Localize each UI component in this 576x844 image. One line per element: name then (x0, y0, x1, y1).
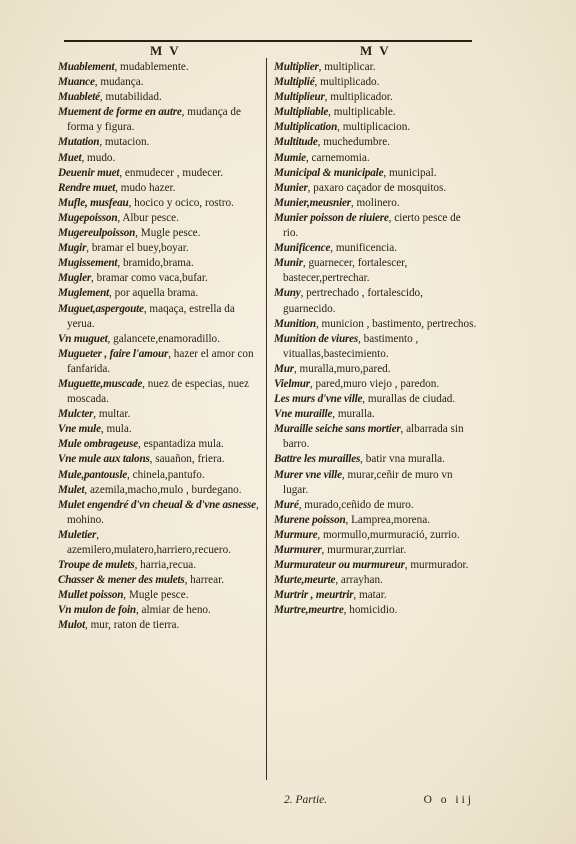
entry-headword: Mugissement (58, 257, 118, 270)
entry-headword: Battre les murailles (274, 453, 361, 466)
dictionary-entry (274, 332, 478, 362)
entry-translation: , mur, raton de tierra. (84, 619, 180, 632)
entry-translation: , galancete,enamoradillo. (107, 332, 220, 345)
entry-headword: Mule ombrageuse (58, 438, 138, 451)
dictionary-entry (58, 166, 260, 181)
dictionary-entry (58, 332, 260, 347)
dictionary-entry (58, 181, 260, 196)
entry-headword: Munificence (274, 242, 331, 255)
entry-headword: Mutation (58, 136, 100, 149)
entry-translation: , enmudecer , mudecer. (119, 166, 224, 179)
entry-headword: Muré (274, 498, 299, 511)
entry-translation: , mormullo,murmuració, zurrio. (317, 528, 460, 541)
entry-translation: , nuez de especias, nuez moscada. (67, 377, 249, 406)
entry-translation: , mohino. (67, 498, 259, 526)
entry-headword: Muableté (58, 91, 100, 104)
entry-translation: , por aquella brama. (109, 287, 199, 300)
dictionary-entry (274, 468, 478, 498)
dictionary-entry (58, 483, 260, 498)
entry-translation: , multiplicador. (324, 91, 393, 104)
entry-headword: Murmurer (274, 544, 322, 556)
dictionary-entry (274, 573, 478, 588)
entry-headword: Munier,meusnier (274, 196, 351, 209)
entry-headword: Muletier (58, 528, 97, 541)
dictionary-entry (58, 256, 260, 271)
entry-translation: , murado,ceñido de muro. (298, 498, 414, 511)
dictionary-entry (58, 286, 260, 301)
entry-translation: , Lamprea,morena. (345, 513, 430, 526)
entry-translation: , pertrechado , fortalescido, guarnecido. (283, 287, 423, 315)
dictionary-entry (274, 513, 478, 528)
entry-translation: , albarrada sin barro. (283, 423, 464, 451)
entry-translation: , mudança de forma y figura. (67, 106, 241, 134)
dictionary-entry (58, 196, 260, 211)
dictionary-entry (58, 75, 260, 90)
entry-headword: Vne muraille (274, 408, 333, 421)
entry-translation: , muralla. (332, 408, 375, 421)
entry-headword: Mugir (58, 242, 87, 255)
dictionary-entry (274, 452, 478, 467)
dictionary-entry (58, 603, 260, 618)
dictionary-entry (274, 422, 478, 452)
entry-translation: , harria,recua. (134, 559, 197, 572)
entry-headword: Mugler (58, 272, 91, 285)
entry-translation: , sauañon, friera. (149, 453, 225, 466)
entry-headword: Multiplieur (274, 91, 325, 104)
entry-translation: , muralla,muro,pared. (293, 362, 391, 375)
entry-translation: , chinela,pantufo. (127, 468, 205, 481)
entry-translation: , municipal. (383, 166, 437, 179)
dictionary-entry (274, 60, 478, 75)
entry-headword: Murmurateur ou murmureur (274, 559, 405, 572)
entry-translation: , Mugle pesce. (135, 227, 201, 240)
dictionary-entry (58, 437, 260, 452)
entry-translation: , pared,muro viejo , paredon. (309, 377, 440, 390)
dictionary-entry (274, 603, 478, 618)
entry-translation: , munificencia. (330, 242, 398, 255)
entry-headword: Mugepoisson (58, 211, 118, 224)
entry-translation: , Albur pesce. (117, 211, 179, 224)
signature-mark: O o iij (423, 794, 474, 806)
entry-translation: , carnemomia. (305, 151, 370, 164)
dictionary-entry (58, 468, 260, 483)
entry-translation: , matar. (353, 589, 387, 602)
column-divider (266, 58, 268, 780)
entry-translation: , municion , bastimento, pertrechos. (315, 317, 477, 330)
entry-headword: Muny (274, 287, 301, 300)
dictionary-entry (274, 120, 478, 135)
entry-translation: , murmurador. (404, 559, 469, 572)
entry-translation: , muchedumbre. (317, 136, 390, 149)
dictionary-entry (58, 573, 260, 588)
entry-headword: Rendre muet (58, 181, 116, 194)
entry-headword: Multiplié (274, 76, 315, 89)
entry-translation: , maqaça, estrella da yerua. (67, 302, 235, 330)
entry-translation: , murmurar,zurriar. (321, 544, 407, 556)
entry-headword: Vne mule aux talons (58, 453, 150, 466)
entry-translation: , murallas de ciudad. (362, 393, 456, 406)
dictionary-entry (58, 528, 260, 558)
dictionary-entry (274, 362, 478, 377)
entry-headword: Muguet,aspergoute (58, 302, 144, 315)
entry-translation: , arrayhan. (335, 574, 383, 587)
entry-headword: Muement de forme en autre (58, 106, 182, 119)
dictionary-entry (58, 377, 260, 407)
left-column (58, 60, 260, 634)
entry-headword: Multiplication (274, 121, 338, 134)
entry-headword: Munition (274, 317, 316, 330)
right-column (274, 60, 478, 618)
entry-headword: Munier (274, 181, 308, 194)
entry-headword: Mugueter , faire l'amour (58, 347, 169, 360)
running-head-left: M V (150, 43, 181, 58)
entry-translation: , murar,ceñir de muro vn lugar. (283, 468, 453, 496)
entry-headword: Murtrir , meurtrir (274, 589, 354, 602)
entry-translation: , homicidio. (343, 604, 398, 617)
dictionary-entry (58, 105, 260, 135)
entry-headword: Muance (58, 76, 95, 89)
entry-translation: , azemilero,mulatero,harriero,recuero. (67, 528, 231, 556)
entry-headword: Vielmur (274, 377, 310, 390)
dictionary-entry (274, 166, 478, 181)
entry-translation: , multiplicacion. (337, 121, 411, 134)
top-rule (64, 40, 472, 42)
dictionary-entry (274, 196, 478, 211)
entry-translation: , cierto pesce de rio. (283, 211, 461, 240)
part-label: 2. Partie. (284, 794, 328, 806)
dictionary-entry (58, 588, 260, 603)
entry-headword: Murer vne ville (274, 468, 342, 481)
entry-headword: Mule,pantousle (58, 468, 128, 481)
entry-translation: , mula. (100, 423, 132, 436)
entry-headword: Mulet engendré d'vn cheual & d'vne asnesse (58, 498, 256, 511)
entry-headword: Murtre,meurtre (274, 604, 344, 617)
entry-translation: , almiar de heno. (135, 604, 211, 617)
dictionary-entry (58, 347, 260, 377)
dictionary-entry (58, 618, 260, 633)
entry-translation: , hazer el amor con fanfarida. (67, 347, 254, 375)
entry-headword: Troupe de mulets (58, 559, 135, 572)
entry-headword: Mulot (58, 619, 85, 632)
entry-translation: , Mugle pesce. (123, 589, 189, 602)
entry-translation: , bastimento , vituallas,bastecimiento. (283, 332, 419, 360)
entry-translation: , bramar el buey,boyar. (86, 242, 189, 255)
entry-headword: Murte,meurte (274, 574, 336, 587)
dictionary-entry (274, 392, 478, 407)
entry-translation: , batir vna muralla. (360, 453, 445, 466)
dictionary-entry (274, 407, 478, 422)
entry-headword: Vne mule (58, 423, 101, 436)
entry-headword: Mulet (58, 483, 85, 496)
page-footer (284, 794, 474, 806)
dictionary-entry (58, 151, 260, 166)
entry-translation: , guarnecer, fortalescer, bastecer,pertrechar. (283, 257, 408, 285)
dictionary-entry (274, 588, 478, 603)
dictionary-entry (274, 558, 478, 573)
entry-headword: Les murs d'vne ville (274, 393, 363, 406)
dictionary-entry (274, 286, 478, 316)
entry-headword: Munir (274, 257, 303, 270)
entry-translation: , multiplicable. (328, 106, 396, 119)
dictionary-entry (58, 302, 260, 332)
dictionary-entry (58, 271, 260, 286)
entry-headword: Muguette,muscade (58, 377, 143, 390)
dictionary-entry (274, 181, 478, 196)
entry-translation: , hocico y ocico, rostro. (128, 196, 234, 209)
dictionary-entry (58, 422, 260, 437)
dictionary-entry (58, 558, 260, 573)
entry-translation: , mudablemente. (114, 61, 189, 73)
dictionary-entry (274, 528, 478, 543)
entry-translation: , bramido,brama. (117, 257, 194, 270)
dictionary-entry (58, 90, 260, 105)
entry-headword: Mulcter (58, 408, 94, 421)
entry-translation: , harrear. (184, 574, 225, 587)
entry-headword: Vn mulon de foin (58, 604, 136, 617)
entry-headword: Mumie (274, 151, 306, 164)
entry-translation: , mutabilidad. (99, 91, 162, 104)
dictionary-entry (274, 75, 478, 90)
dictionary-entry (274, 90, 478, 105)
entry-headword: Mugereulpoisson (58, 227, 136, 240)
dictionary-entry (58, 241, 260, 256)
dictionary-entry (274, 317, 478, 332)
entry-headword: Munier poisson de riuiere (274, 211, 389, 224)
entry-translation: , molinero. (350, 196, 400, 209)
entry-headword: Multitude (274, 136, 318, 149)
dictionary-entry (274, 105, 478, 120)
dictionary-entry (58, 211, 260, 226)
entry-headword: Murmure (274, 528, 318, 541)
entry-headword: Multipliable (274, 106, 329, 119)
dictionary-entry (58, 60, 260, 75)
dictionary-entry (274, 151, 478, 166)
dictionary-entry (58, 135, 260, 150)
entry-headword: Multiplier (274, 61, 319, 73)
entry-translation: , azemila,macho,mulo , burdegano. (84, 483, 242, 496)
dictionary-entry (274, 543, 478, 558)
dictionary-entry (274, 256, 478, 286)
entry-headword: Muablement (58, 61, 115, 73)
dictionary-entry (58, 452, 260, 467)
entry-headword: Vn muguet (58, 332, 108, 345)
entry-translation: , mudo hazer. (115, 181, 176, 194)
entry-headword: Mur (274, 362, 294, 375)
entry-headword: Munition de viures (274, 332, 359, 345)
entry-headword: Mullet poisson (58, 589, 124, 602)
dictionary-entry (58, 498, 260, 528)
entry-translation: , espantadiza mula. (137, 438, 224, 451)
entry-headword: Deuenir muet (58, 166, 120, 179)
entry-headword: Murene poisson (274, 513, 346, 526)
entry-headword: Muet (58, 151, 82, 164)
entry-headword: Municipal & municipale (274, 166, 384, 179)
entry-translation: , bramar como vaca,bufar. (91, 272, 208, 285)
entry-translation: , mutacion. (99, 136, 150, 149)
entry-translation: , paxaro caçador de mosquitos. (307, 181, 447, 194)
entry-translation: , multiplicado. (314, 76, 380, 89)
dictionary-entry (58, 407, 260, 422)
dictionary-entry (274, 135, 478, 150)
entry-translation: , mudança. (94, 76, 144, 89)
dictionary-entry (274, 498, 478, 513)
dictionary-entry (274, 377, 478, 392)
dictionary-entry (274, 241, 478, 256)
dictionary-entry (58, 226, 260, 241)
entry-headword: Chasser & mener des mulets (58, 574, 185, 587)
entry-translation: , multiplicar. (318, 61, 376, 73)
running-head-right: M V (360, 43, 391, 58)
entry-headword: Muglement (58, 287, 110, 300)
dictionary-entry (274, 211, 478, 241)
entry-headword: Muraille seiche sans mortier (274, 423, 401, 436)
entry-headword: Mufle, musfeau (58, 196, 129, 209)
entry-translation: , mudo. (81, 151, 116, 164)
entry-translation: , multar. (93, 408, 131, 421)
